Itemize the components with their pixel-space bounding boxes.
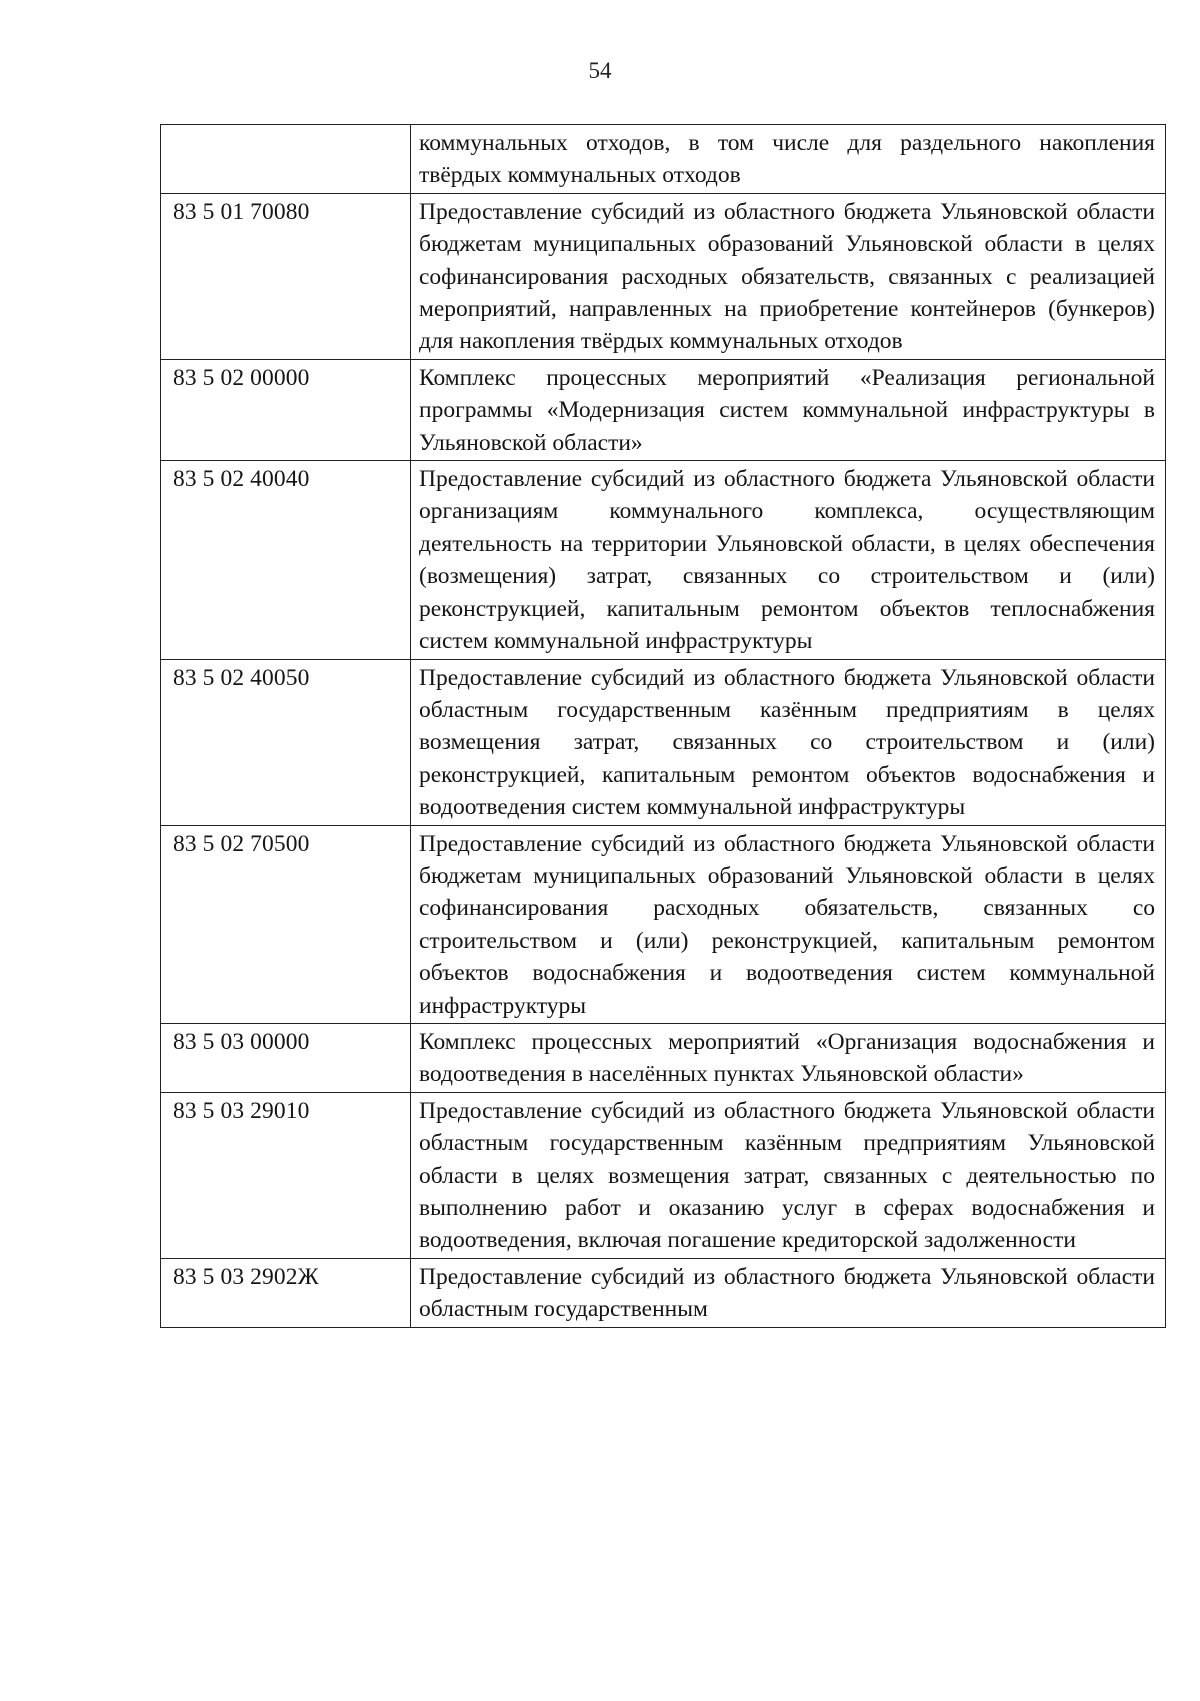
- table-row: [161, 659, 1166, 825]
- row-description: Комплекс процессных мероприятий «Реализация региональной программы «Модернизация систем коммунальной инфраструктуры в Ульяновской области»: [411, 359, 1166, 460]
- row-code: [161, 125, 411, 194]
- row-code: 83 5 03 00000: [161, 1023, 411, 1092]
- table-row: [161, 193, 1166, 359]
- table-row: [161, 1023, 1166, 1092]
- row-code: 83 5 02 40040: [161, 461, 411, 659]
- row-code: 83 5 02 00000: [161, 359, 411, 460]
- table-row: [161, 359, 1166, 460]
- table-row: [161, 825, 1166, 1023]
- row-description: Предоставление субсидий из областного бюджета Ульяновской области бюджетам муниципальных образований Ульяновской области в целях софинансирования расходных обязательств, связанных со строительством и (или) реконструкцией, капитальным ремонтом объектов водоснабжения и водоотведения систем коммунальной инфраструктуры: [411, 825, 1166, 1023]
- table-row: [161, 125, 1166, 194]
- row-description: Предоставление субсидий из областного бюджета Ульяновской области областным государственным казённым предприятиям Ульяновской области в целях возмещения затрат, связанных с деятельностью по выполнению работ и оказанию услуг в сферах водоснабжения и водоотведения, включая погашение кредиторской задолженности: [411, 1092, 1166, 1258]
- row-description: Комплекс процессных мероприятий «Организация водоснабжения и водоотведения в населённых пунктах Ульяновской области»: [411, 1023, 1166, 1092]
- row-description: коммунальных отходов, в том числе для раздельного накопления твёрдых коммунальных отходов: [411, 125, 1166, 194]
- page-number: 54: [588, 58, 612, 83]
- row-code: 83 5 03 2902Ж: [161, 1258, 411, 1327]
- row-code: 83 5 02 40050: [161, 659, 411, 825]
- table-row: [161, 461, 1166, 659]
- row-description: Предоставление субсидий из областного бюджета Ульяновской области областным государственным казённым предприятиям в целях возмещения затрат, связанных со строительством и (или) реконструкцией, капитальным ремонтом объектов водоснабжения и водоотведения систем коммунальной инфраструктуры: [411, 659, 1166, 825]
- table-row: [161, 1092, 1166, 1258]
- row-description: Предоставление субсидий из областного бюджета Ульяновской области организациям коммунального комплекса, осуществляющим деятельность на территории Ульяновской области, в целях обеспечения (возмещения) затрат, связанных со строительством и (или) реконструкцией, капитальным ремонтом объектов теплоснабжения систем коммунальной инфраструктуры: [411, 461, 1166, 659]
- row-description: Предоставление субсидий из областного бюджета Ульяновской области бюджетам муниципальных образований Ульяновской области в целях софинансирования расходных обязательств, связанных с реализацией мероприятий, направленных на приобретение контейнеров (бункеров) для накопления твёрдых коммунальных отходов: [411, 193, 1166, 359]
- table-row: [161, 1258, 1166, 1327]
- row-code: 83 5 03 29010: [161, 1092, 411, 1258]
- row-description: Предоставление субсидий из областного бюджета Ульяновской области областным государственным: [411, 1258, 1166, 1327]
- row-code: 83 5 02 70500: [161, 825, 411, 1023]
- budget-classification-table: [160, 124, 1166, 1328]
- row-code: 83 5 01 70080: [161, 193, 411, 359]
